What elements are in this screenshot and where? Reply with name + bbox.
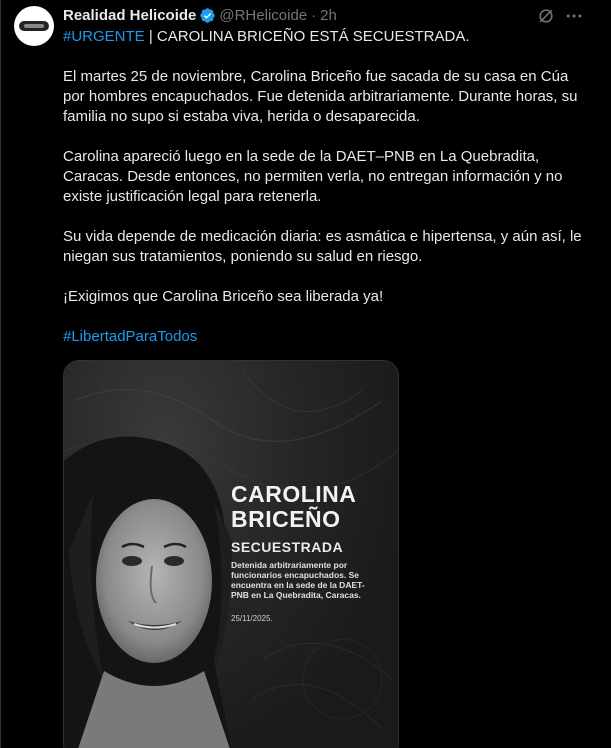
poster-title-line2: BRICEÑO [231, 506, 341, 532]
avatar[interactable] [14, 6, 54, 46]
avatar-logo-icon [19, 21, 49, 31]
poster-title-line1: CAROLINA [231, 481, 357, 507]
hashtag-libertad[interactable]: #LibertadParaTodos [63, 328, 198, 345]
paragraph-3: Su vida depende de medicación diaria: es asmática e hipertensa, y aún así, le niegan sus tratamientos, poniendo su salud en riesgo. [63, 228, 582, 265]
poster-date: 25/11/2025. [231, 614, 273, 623]
more-icon[interactable] [564, 6, 584, 26]
tweet-text [63, 27, 593, 347]
hashtag-urgente[interactable]: #URGENTE [63, 28, 145, 45]
paragraph-4: ¡Exigimos que Carolina Briceño sea liberada ya! [63, 288, 384, 305]
separator: · [311, 6, 317, 24]
grok-icon[interactable] [536, 6, 556, 26]
author-handle[interactable]: @RHelicoide [219, 6, 308, 24]
headline-text: | CAROLINA BRICEÑO ESTÁ SECUESTRADA. [144, 28, 470, 45]
tweet-header [63, 5, 337, 25]
paragraph-1: El martes 25 de noviembre, Carolina Briceño fue sacada de su casa en Cúa por hombres encapuchados. Fue detenida arbitrariamente. Durante horas, su familia no supo si estaba viva, herida o desaparecida. [63, 68, 578, 125]
timestamp[interactable]: 2h [320, 6, 337, 24]
paragraph-2: Carolina apareció luego en la sede de la DAET–PNB en La Quebradita, Caracas. Desde entonces, no permiten verla, no entregan información y no existe justificación legal para retenerla. [63, 148, 563, 205]
poster-subtitle: SECUESTRADA [231, 539, 344, 555]
portrait-photo [64, 431, 234, 748]
media-image[interactable] [63, 360, 399, 748]
verified-badge-icon[interactable] [199, 7, 216, 24]
poster-title [231, 482, 356, 532]
poster-description: Detenida arbitrariamente por funcionarios encapuchados. Se encuentra en la sede de la DAET-PNB en La Quebradita, Caracas. [231, 560, 365, 600]
headline [63, 27, 593, 47]
author-name[interactable]: Realidad Helicoide [63, 6, 197, 24]
